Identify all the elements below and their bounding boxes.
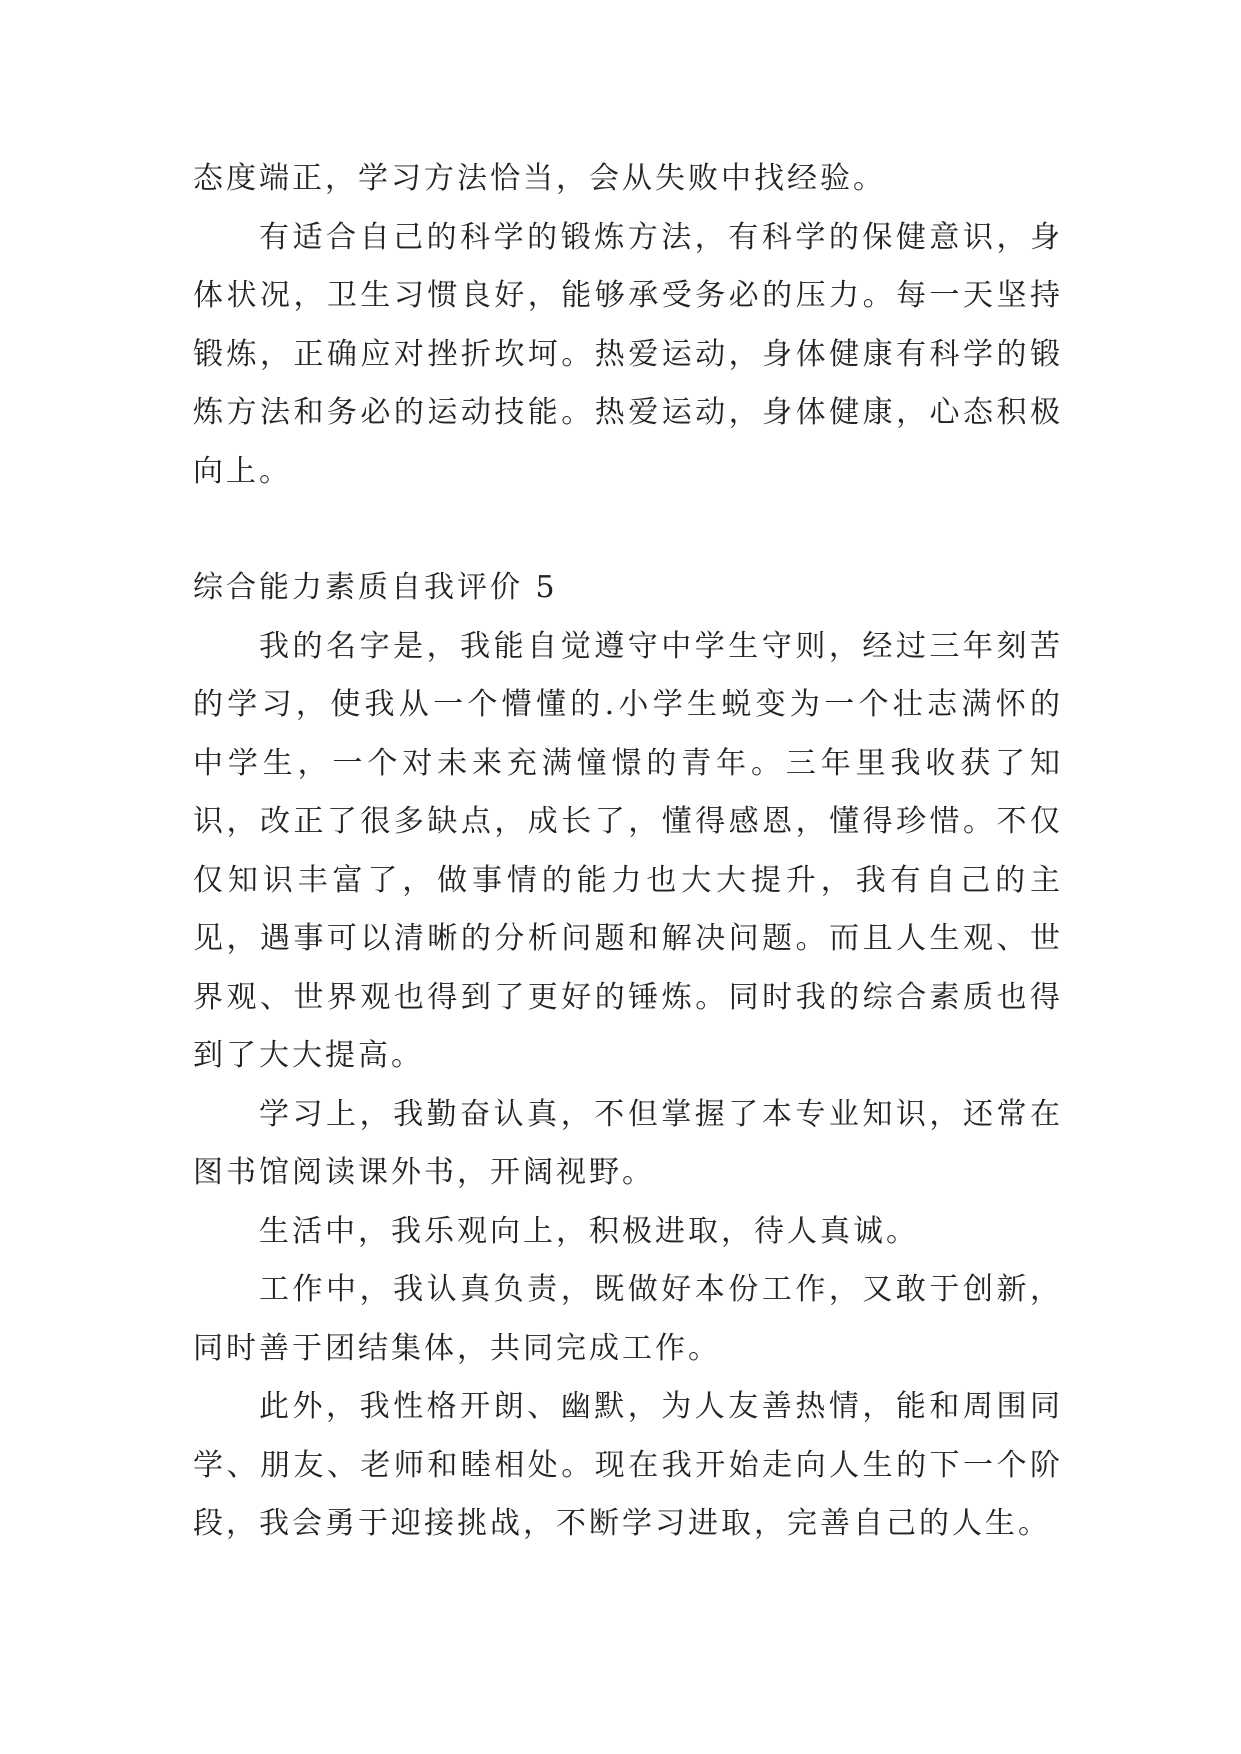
document-body bbox=[193, 150, 1063, 1554]
paragraph-2: 学习上，我勤奋认真，不但掌握了本专业知识，还常在图书馆阅读课外书，开阔视野。 bbox=[193, 1096, 1063, 1190]
paragraph-5: 此外，我性格开朗、幽默，为人友善热情，能和周围同学、朋友、老师和睦相处。现在我开始走向人生的下一个阶段，我会勇于迎接挑战，不断学习进取，完善自己的人生。 bbox=[193, 1389, 1063, 1541]
paragraph-3: 生活中，我乐观向上，积极进取，待人真诚。 bbox=[259, 1213, 919, 1249]
paragraph-1: 我的名字是，我能自觉遵守中学生守则，经过三年刻苦的学习，使我从一个懵懂的.小学生蜕变为一个壮志满怀的中学生，一个对未来充满憧憬的青年。三年里我收获了知识，改正了很多缺点，成长了，懂得感恩，懂得珍惜。不仅仅知识丰富了，做事情的能力也大大提升，我有自己的主见，遇事可以清晰的分析问题和解决问题。而且人生观、世界观、世界观也得到了更好的锤炼。同时我的综合素质也得到了大大提高。 bbox=[193, 628, 1063, 1073]
section-heading: 综合能力素质自我评价 5 bbox=[193, 570, 558, 605]
paragraph-4: 工作中，我认真负责，既做好本份工作，又敢于创新，同时善于团结集体，共同完成工作。 bbox=[193, 1272, 1063, 1366]
paragraph-health: 有适合自己的科学的锻炼方法，有科学的保健意识，身体状况，卫生习惯良好，能够承受务必的压力。每一天坚持锻炼，正确应对挫折坎坷。热爱运动，身体健康有科学的锻炼方法和务必的运动技能。热爱运动，身体健康，心态积极向上。 bbox=[193, 219, 1063, 489]
paragraph-intro: 态度端正，学习方法恰当，会从失败中找经验。 bbox=[193, 161, 886, 196]
